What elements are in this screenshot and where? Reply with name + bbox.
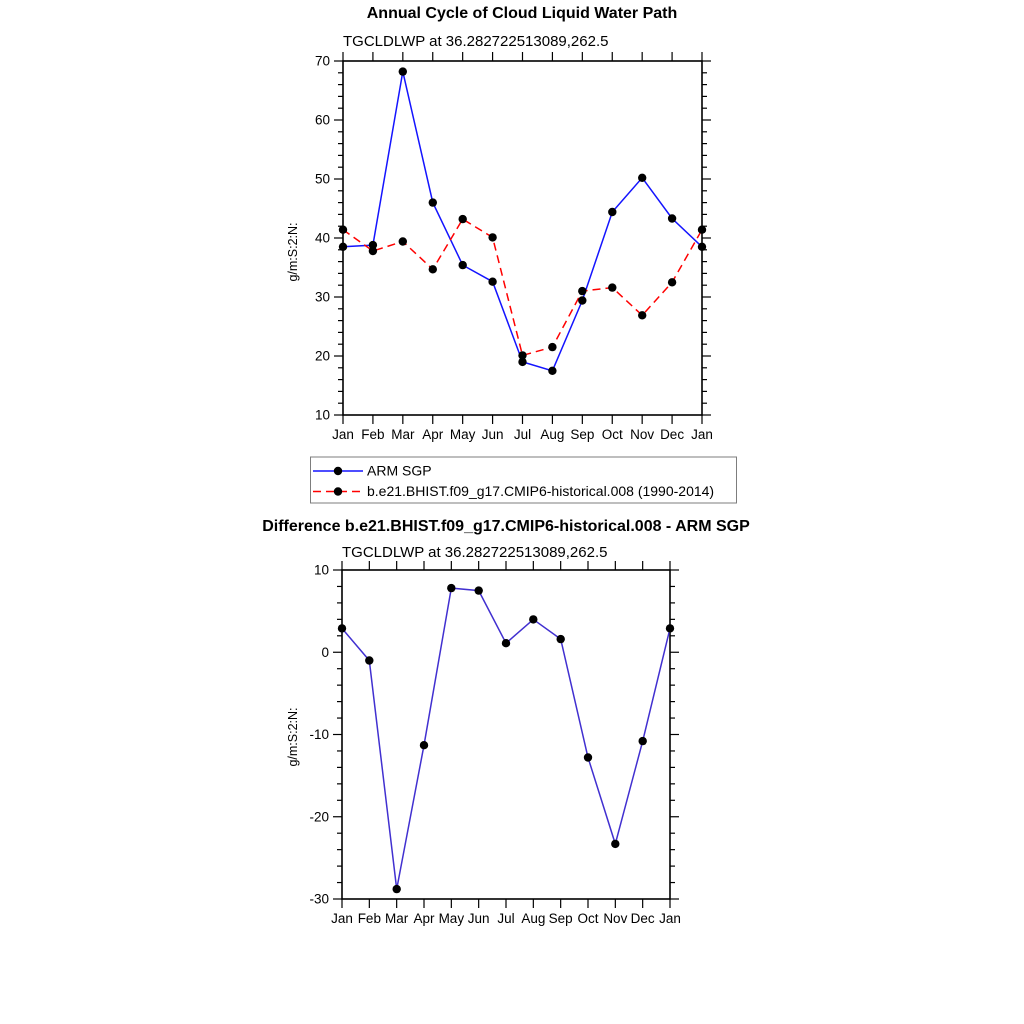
y-tick-label: -20 xyxy=(309,809,329,825)
y-tick-label: 10 xyxy=(314,407,330,423)
x-tick-label: Jun xyxy=(467,911,490,926)
data-point-marker-0 xyxy=(502,639,510,647)
data-point-marker-0 xyxy=(339,243,347,251)
x-tick-label: Sep xyxy=(548,911,573,926)
data-point-marker-0 xyxy=(529,615,537,623)
legend-label-model: b.e21.BHIST.f09_g17.CMIP6-historical.008 (1990-2014) xyxy=(367,483,715,499)
series-line-1 xyxy=(343,219,702,355)
top-chart-subtitle: TGCLDLWP at 36.282722513089,262.5 xyxy=(343,33,609,50)
x-tick-label: Nov xyxy=(630,427,655,442)
data-point-marker-1 xyxy=(578,287,586,295)
y-tick-label: 40 xyxy=(314,230,330,246)
data-point-marker-0 xyxy=(548,367,556,375)
data-point-marker-0 xyxy=(475,586,483,594)
data-point-marker-0 xyxy=(668,214,676,222)
data-point-marker-0 xyxy=(698,243,706,251)
top-chart-title: Annual Cycle of Cloud Liquid Water Path xyxy=(366,5,678,22)
data-point-marker-0 xyxy=(488,278,496,286)
x-tick-label: Jan xyxy=(659,911,681,926)
legend xyxy=(311,457,737,503)
y-tick-label: 10 xyxy=(313,562,329,578)
x-tick-label: Mar xyxy=(391,427,415,442)
data-point-marker-0 xyxy=(459,261,467,269)
x-tick-label: May xyxy=(449,427,476,442)
y-tick-label: -30 xyxy=(309,891,329,907)
x-tick-label: Dec xyxy=(660,427,685,442)
x-tick-label: Jun xyxy=(481,427,504,442)
data-point-marker-1 xyxy=(429,265,437,273)
data-point-marker-1 xyxy=(608,283,616,291)
x-tick-label: Mar xyxy=(385,911,409,926)
x-tick-label: Feb xyxy=(357,911,381,926)
legend-marker-arm-sgp xyxy=(334,467,342,475)
data-point-marker-1 xyxy=(668,278,676,286)
y-tick-label: 0 xyxy=(321,644,329,660)
data-point-marker-1 xyxy=(369,247,377,255)
data-point-marker-0 xyxy=(399,67,407,75)
x-tick-label: Nov xyxy=(603,911,628,926)
y-tick-label: 70 xyxy=(314,53,330,69)
x-tick-label: Oct xyxy=(577,911,599,926)
data-point-marker-0 xyxy=(666,624,674,632)
data-point-marker-1 xyxy=(518,351,526,359)
data-point-marker-0 xyxy=(584,753,592,761)
series-line-0 xyxy=(343,72,702,371)
x-tick-label: Oct xyxy=(601,427,623,442)
x-tick-label: Jul xyxy=(497,911,515,926)
x-tick-label: Aug xyxy=(540,427,565,442)
data-point-marker-1 xyxy=(339,226,347,234)
legend-marker-model xyxy=(334,487,342,495)
series-line-0 xyxy=(342,588,670,889)
top-chart-plot-area xyxy=(315,52,713,442)
x-tick-label: Jul xyxy=(513,427,532,442)
x-tick-label: Jan xyxy=(691,427,713,442)
y-tick-label: 20 xyxy=(314,348,330,364)
y-tick-label: -10 xyxy=(309,727,329,742)
x-tick-label: Feb xyxy=(361,427,385,442)
data-point-marker-1 xyxy=(399,237,407,245)
data-point-marker-1 xyxy=(459,215,467,223)
data-point-marker-0 xyxy=(638,174,646,182)
x-tick-label: Aug xyxy=(521,911,546,926)
y-tick-label: 50 xyxy=(314,171,330,187)
x-tick-label: Sep xyxy=(570,427,595,442)
bottom-chart-plot-area xyxy=(309,561,680,926)
x-tick-label: May xyxy=(438,911,465,926)
data-point-marker-1 xyxy=(548,343,556,351)
y-tick-label: 60 xyxy=(314,112,330,128)
data-point-marker-1 xyxy=(488,233,496,241)
x-tick-label: Jan xyxy=(331,911,353,926)
plot-frame xyxy=(342,570,670,899)
top-chart-y-axis-label: g/m:S:2:N: xyxy=(286,222,300,282)
data-point-marker-0 xyxy=(429,198,437,206)
data-point-marker-1 xyxy=(638,311,646,319)
data-point-marker-1 xyxy=(698,226,706,234)
data-point-marker-0 xyxy=(420,741,428,749)
x-tick-label: Jan xyxy=(332,427,354,442)
y-tick-label: 30 xyxy=(314,289,330,305)
data-point-marker-0 xyxy=(365,656,373,664)
data-point-marker-0 xyxy=(611,840,619,848)
bottom-chart-subtitle: TGCLDLWP at 36.282722513089,262.5 xyxy=(342,544,608,561)
x-tick-label: Apr xyxy=(413,911,435,926)
x-tick-label: Dec xyxy=(630,911,655,926)
data-point-marker-0 xyxy=(557,635,565,643)
bottom-chart-title: Difference b.e21.BHIST.f09_g17.CMIP6-historical.008 - ARM SGP xyxy=(262,518,750,535)
data-point-marker-0 xyxy=(338,624,346,632)
data-point-marker-0 xyxy=(639,737,647,745)
data-point-marker-0 xyxy=(393,885,401,893)
legend-label-arm-sgp: ARM SGP xyxy=(367,462,432,479)
data-point-marker-0 xyxy=(447,584,455,592)
bottom-chart-y-axis-label: g/m:S:2:N: xyxy=(286,707,300,767)
data-point-marker-0 xyxy=(578,296,586,304)
x-tick-label: Apr xyxy=(422,427,444,442)
data-point-marker-0 xyxy=(608,208,616,216)
